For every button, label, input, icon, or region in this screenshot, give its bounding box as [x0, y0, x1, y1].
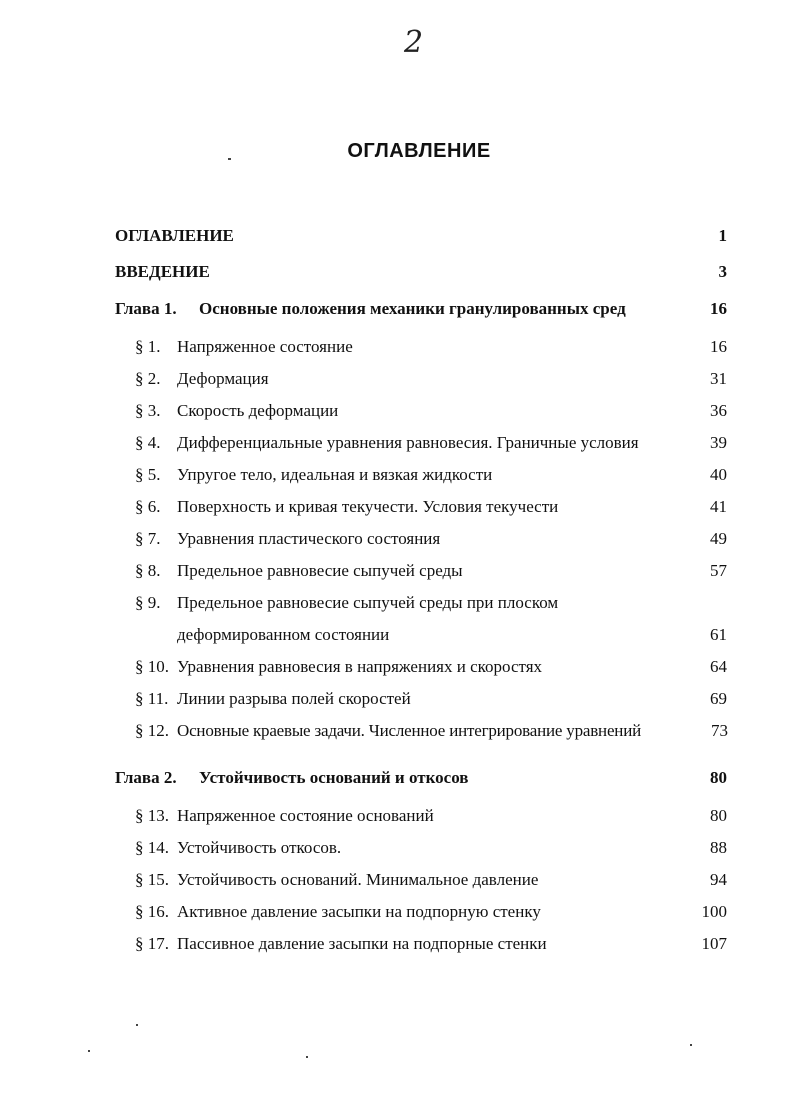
toc-section-8	[115, 557, 727, 585]
toc-section-17	[115, 930, 727, 958]
section-number: § 1.	[135, 337, 161, 356]
section-page: 39	[710, 433, 727, 452]
section-page: 69	[710, 689, 727, 708]
section-page: 49	[710, 529, 727, 548]
section-number: § 15.	[135, 870, 169, 889]
chapter-label: Глава 2.	[115, 768, 177, 787]
scan-speck	[228, 158, 231, 160]
section-title: Основные краевые задачи. Численное интегрирование уравнений	[177, 721, 641, 740]
section-title: Напряженное состояние оснований	[177, 806, 434, 825]
section-number: § 17.	[135, 934, 169, 953]
toc-section-2	[115, 365, 727, 393]
section-number: § 14.	[135, 838, 169, 857]
toc-section-9	[115, 589, 727, 649]
section-page: 107	[701, 934, 727, 953]
section-title: Пассивное давление засыпки на подпорные стенки	[177, 934, 547, 953]
toc-section-1	[115, 333, 727, 361]
toc-section-15	[115, 866, 727, 894]
chapter-label: Глава 1.	[115, 299, 177, 318]
section-page: 40	[710, 465, 727, 484]
scan-speck	[88, 1050, 90, 1052]
toc-section-11	[115, 685, 727, 713]
section-number: § 7.	[135, 529, 161, 548]
section-title: Предельное равновесие сыпучей среды	[177, 561, 463, 580]
section-page: 88	[710, 838, 727, 857]
section-page: 31	[710, 369, 727, 388]
section-title: Уравнения пластического состояния	[177, 529, 441, 548]
section-title: Линии разрыва полей скоростей	[177, 689, 411, 708]
section-number: § 8.	[135, 561, 161, 580]
section-page: 41	[710, 497, 727, 516]
section-title: Напряженное состояние	[177, 337, 353, 356]
toc-entry-page: 3	[718, 262, 727, 281]
section-title: Активное давление засыпки на подпорную стенку	[177, 902, 541, 921]
toc-section-12	[115, 717, 727, 745]
page-heading: ОГЛАВЛЕНИЕ	[347, 140, 491, 162]
section-page: 61	[710, 625, 727, 644]
toc-section-6	[115, 493, 727, 521]
section-page: 80	[710, 806, 727, 825]
chapter-page: 80	[710, 768, 727, 787]
toc-entry-title: ОГЛАВЛЕНИЕ	[115, 226, 234, 245]
section-title-continuation: деформированном состоянии	[177, 625, 390, 644]
toc-entry-title: ВВЕДЕНИЕ	[115, 262, 210, 281]
scan-speck	[136, 1024, 138, 1026]
section-number: § 13.	[135, 806, 169, 825]
section-title: Устойчивость откосов.	[177, 838, 342, 857]
section-number: § 16.	[135, 902, 169, 921]
toc-section-7	[115, 525, 727, 553]
chapter-title: Основные положения механики гранулированных сред	[199, 299, 626, 318]
handwritten-page-number: 2	[404, 25, 424, 60]
section-number: § 12.	[135, 721, 169, 740]
section-page: 73	[711, 721, 728, 740]
toc-section-3	[115, 397, 727, 425]
toc-chapter-1	[115, 295, 727, 323]
section-number: § 2.	[135, 369, 161, 388]
scan-speck	[690, 1044, 692, 1046]
section-title: Деформация	[177, 369, 269, 388]
section-number: § 6.	[135, 497, 161, 516]
section-number: § 11.	[135, 689, 169, 708]
chapter-title: Устойчивость оснований и откосов	[199, 768, 469, 787]
section-title: Упругое тело, идеальная и вязкая жидкости	[177, 465, 493, 484]
section-number: § 4.	[135, 433, 161, 452]
toc-entry-introduction	[115, 258, 727, 286]
section-title: Устойчивость оснований. Минимальное давление	[177, 870, 539, 889]
section-page: 57	[710, 561, 727, 580]
section-page: 64	[710, 657, 727, 676]
toc-section-5	[115, 461, 727, 489]
section-number: § 9.	[135, 593, 161, 612]
section-page: 36	[710, 401, 727, 420]
section-page: 94	[710, 870, 727, 889]
scan-speck	[306, 1056, 308, 1058]
toc-section-13	[115, 802, 727, 830]
toc-section-4	[115, 429, 727, 457]
section-number: § 3.	[135, 401, 161, 420]
section-title: Уравнения равновесия в напряжениях и скоростях	[177, 657, 543, 676]
section-page: 100	[701, 902, 727, 921]
section-title: Предельное равновесие сыпучей среды при плоском	[177, 593, 559, 612]
toc-section-14	[115, 834, 727, 862]
toc-section-10	[115, 653, 727, 681]
section-title: Поверхность и кривая текучести. Условия текучести	[177, 497, 559, 516]
toc-entry-contents	[115, 222, 727, 250]
toc-entry-page: 1	[718, 226, 727, 245]
section-title: Скорость деформации	[177, 401, 339, 420]
section-title: Дифференциальные уравнения равновесия. Граничные условия	[177, 433, 639, 452]
toc-chapter-2	[115, 764, 727, 792]
chapter-page: 16	[710, 299, 727, 318]
toc-section-16	[115, 898, 727, 926]
section-number: § 5.	[135, 465, 161, 484]
section-page: 16	[710, 337, 727, 356]
section-number: § 10.	[135, 657, 169, 676]
